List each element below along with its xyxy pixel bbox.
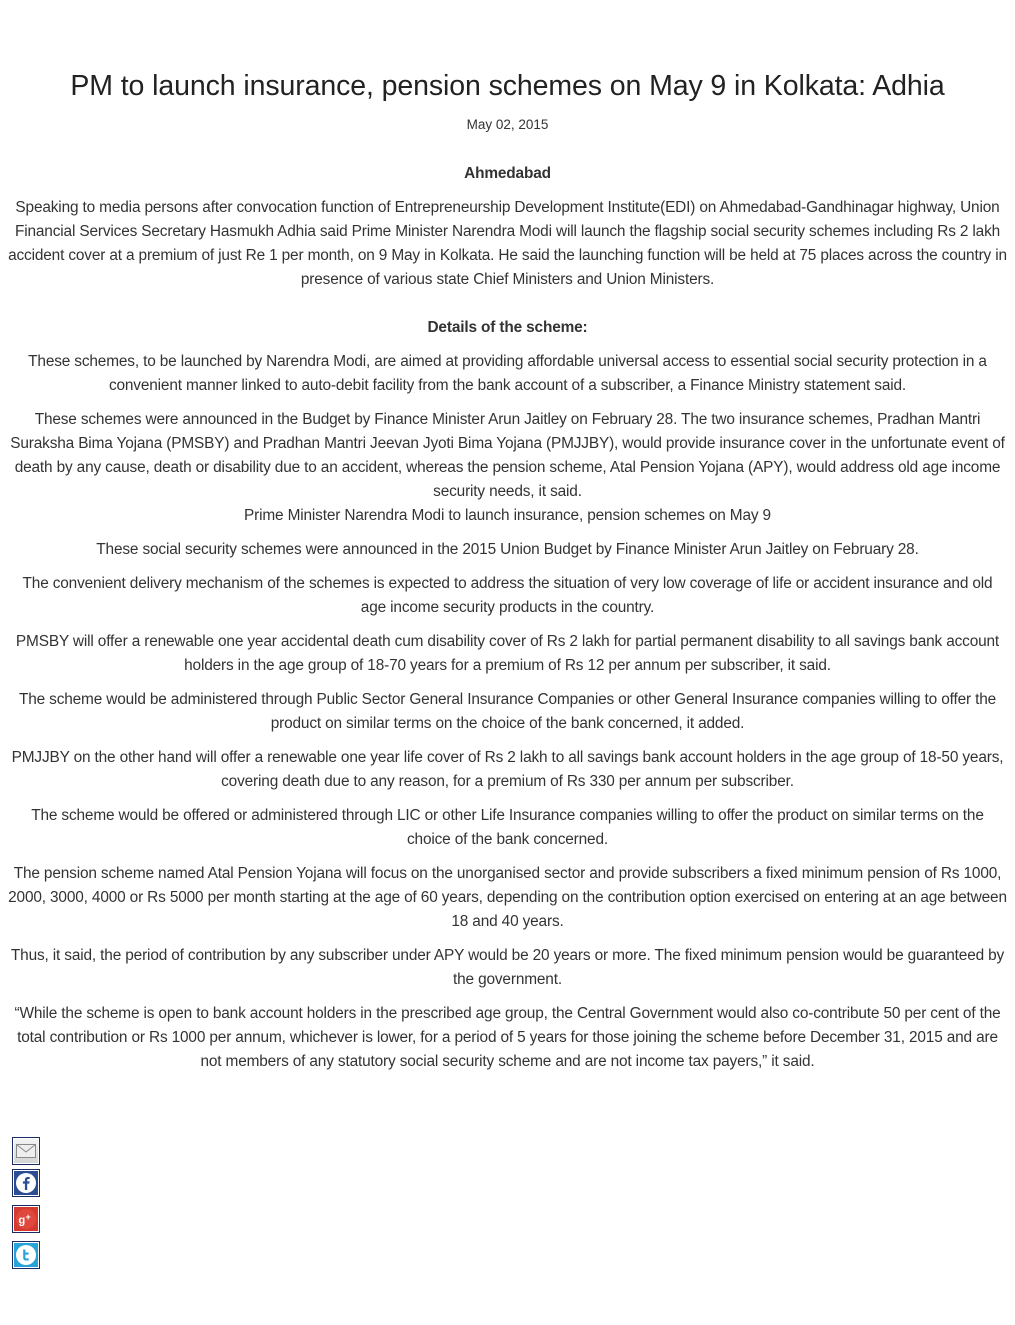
article-paragraph: The scheme would be administered through Public Sector General Insurance Companies or other General Insurance companies willing to offer the product on similar terms on the choice of the bank concerned, it added. [18, 691, 997, 732]
details-heading: Details of the scheme: [427, 319, 588, 336]
article-paragraph: The scheme would be offered or administered through LIC or other Life Insurance companies willing to offer the product on similar terms on the choice of the bank concerned. [31, 807, 984, 848]
article-paragraph: Thus, it said, the period of contribution by any subscriber under APY would be 20 years or more. The fixed minimum pension would be guaranteed by the government. [10, 947, 1005, 988]
article-paragraph: PMSBY will offer a renewable one year accidental death cum disability cover of Rs 2 lakh for partial permanent disability to all savings bank account holders in the age group of 18-70 years for a premium of Rs 12 per annum per subscriber, it said. [15, 633, 1000, 674]
article-title: PM to launch insurance, pension schemes on May 9 in Kolkata: Adhia [70, 70, 945, 102]
svg-text:+: + [25, 1212, 31, 1222]
article-intro: Speaking to media persons after convocation function of Entrepreneurship Development Institute(EDI) on Ahmedabad-Gandhinagar highway, Union Financial Services Secretary Hasmukh Adhia said Prime Minister Narendra Modi will launch the flagship social security schemes including Rs 2 lakh accident cover at a premium of just Re 1 per month, on 9 May in Kolkata. He said the launching function will be held at 75 places across the country in presence of various state Chief Ministers and Union Ministers. [8, 199, 1007, 288]
article [8, 66, 1007, 1084]
article-paragraph: These schemes were announced in the Budget by Finance Minister Arun Jaitley on February 28. The two insurance schemes, Pradhan Mantri Suraksha Bima Yojana (PMSBY) and Pradhan Mantri Jeevan Jyoti Bima Yojana (PMJJBY), would provide insurance cover in the unfortunate event of death by any cause, death or disability due to an accident, whereas the pension scheme, Atal Pension Yojana (APY), would address old age income security needs, it said. [10, 411, 1005, 500]
article-paragraph: The pension scheme named Atal Pension Yojana will focus on the unorganised sector and provide subscribers a fixed minimum pension of Rs 1000, 2000, 3000, 4000 or Rs 5000 per month starting at the age of 60 years, depending on the contribution option exercised on entering at an age between 18 and 40 years. [8, 865, 1007, 930]
share-facebook-button[interactable] [12, 1169, 40, 1197]
google-plus-icon [15, 1208, 37, 1230]
article-paragraph: Prime Minister Narendra Modi to launch insurance, pension schemes on May 9 [244, 507, 771, 524]
article-city: Ahmedabad [464, 165, 551, 182]
share-google-plus-button[interactable] [12, 1205, 40, 1233]
share-email-button[interactable] [12, 1137, 40, 1165]
article-paragraph: “While the scheme is open to bank account holders in the prescribed age group, the Central Government would also co-contribute 50 per cent of the total contribution or Rs 1000 per annum, whichever is lower, for a period of 5 years for those joining the scheme before December 31, 2015 and are not members of any statutory social security scheme and are not income tax payers,” it said. [14, 1005, 1001, 1070]
twitter-icon [15, 1244, 37, 1266]
svg-text:g: g [18, 1214, 26, 1227]
share-twitter-button[interactable] [12, 1241, 40, 1269]
article-date: May 02, 2015 [466, 117, 549, 132]
article-paragraph: PMJJBY on the other hand will offer a renewable one year life cover of Rs 2 lakh to all savings bank account holders in the age group of 18-50 years, covering death due to any reason, for a premium of Rs 330 per annum per subscriber. [11, 749, 1004, 790]
article-paragraph: The convenient delivery mechanism of the schemes is expected to address the situation of very low coverage of life or accident insurance and old age income security products in the country. [22, 575, 993, 616]
facebook-icon [15, 1172, 37, 1194]
article-paragraph: These social security schemes were announced in the 2015 Union Budget by Finance Minister Arun Jaitley on February 28. [96, 541, 919, 558]
email-icon [16, 1144, 36, 1158]
article-paragraph: These schemes, to be launched by Narendra Modi, are aimed at providing affordable universal access to essential social security protection in a convenient manner linked to auto-debit facility from the bank account of a subscriber, a Finance Ministry statement said. [28, 353, 987, 394]
